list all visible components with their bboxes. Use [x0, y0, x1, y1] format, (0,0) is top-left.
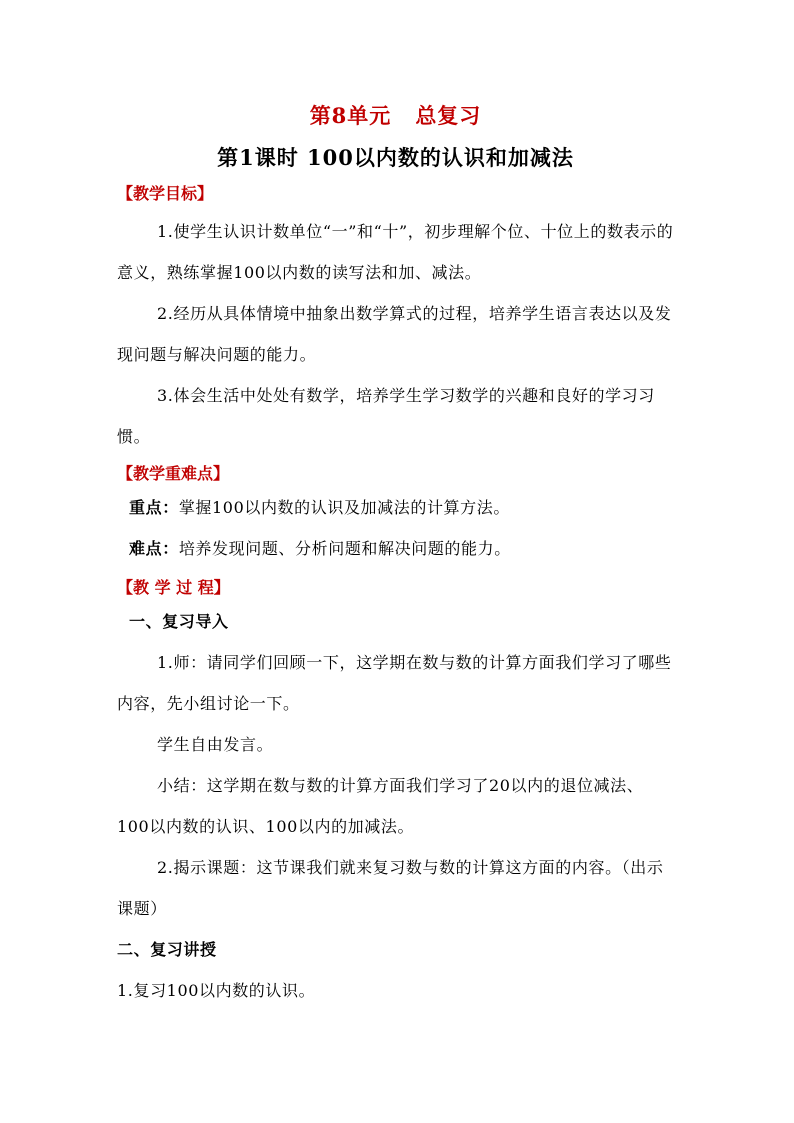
- key-points-heading: 【教学重难点】: [117, 464, 230, 483]
- goal-item-2: 2.经历从具体情境中抽象出数学算式的过程，培养学生语言表达以及发现问题与解决问题的能力。: [117, 304, 672, 364]
- difficulty-label: 难点：: [129, 539, 179, 558]
- unit-title-number: 第8单元: [309, 103, 392, 128]
- unit-title: [117, 101, 674, 131]
- key-point-text: 掌握100以内数的认识及加减法的计算方法。: [178, 498, 510, 517]
- goal-item-1: 1.使学生认识计数单位“一”和“十”，初步理解个位、十位上的数表示的意义，熟练掌握100以内数的读写法和加、减法。: [117, 222, 674, 282]
- section-review-lecture-title: 二、复习讲授: [117, 940, 217, 959]
- teaching-process-body: [117, 601, 674, 1011]
- teaching-process-heading: 【教 学 过 程】: [117, 578, 230, 597]
- section-review-intro-title: 一、复习导入: [129, 612, 229, 631]
- process-paragraph-2: 学生自由发言。: [157, 735, 274, 754]
- key-point-label: 重点：: [129, 498, 179, 517]
- unit-title-name: 总复习: [415, 103, 482, 128]
- process-paragraph-3: 小结：这学期在数与数的计算方面我们学习了20以内的退位减法、100以内数的认识、100以内的加减法。: [117, 776, 644, 836]
- key-point-line: [117, 487, 674, 528]
- process-paragraph-4: 2.揭示课题：这节课我们就来复习数与数的计算这方面的内容。（出示课题）: [117, 858, 664, 918]
- process-paragraph-5: 1.复习100以内数的认识。: [117, 981, 316, 1000]
- teaching-goals-list: [117, 211, 674, 457]
- difficulty-line: [117, 528, 674, 569]
- lesson-title: 第1课时 100以内数的认识和加减法: [217, 145, 574, 170]
- teaching-goals-heading: 【教学目标】: [117, 184, 214, 203]
- goal-item-3: 3.体会生活中处处有数学，培养学生学习数学的兴趣和良好的学习习惯。: [117, 386, 655, 446]
- key-points-list: [117, 487, 674, 569]
- difficulty-text: 培养发现问题、分析问题和解决问题的能力。: [178, 539, 511, 558]
- process-paragraph-1: 1.师：请同学们回顾一下，这学期在数与数的计算方面我们学习了哪些内容，先小组讨论一下。: [117, 653, 672, 713]
